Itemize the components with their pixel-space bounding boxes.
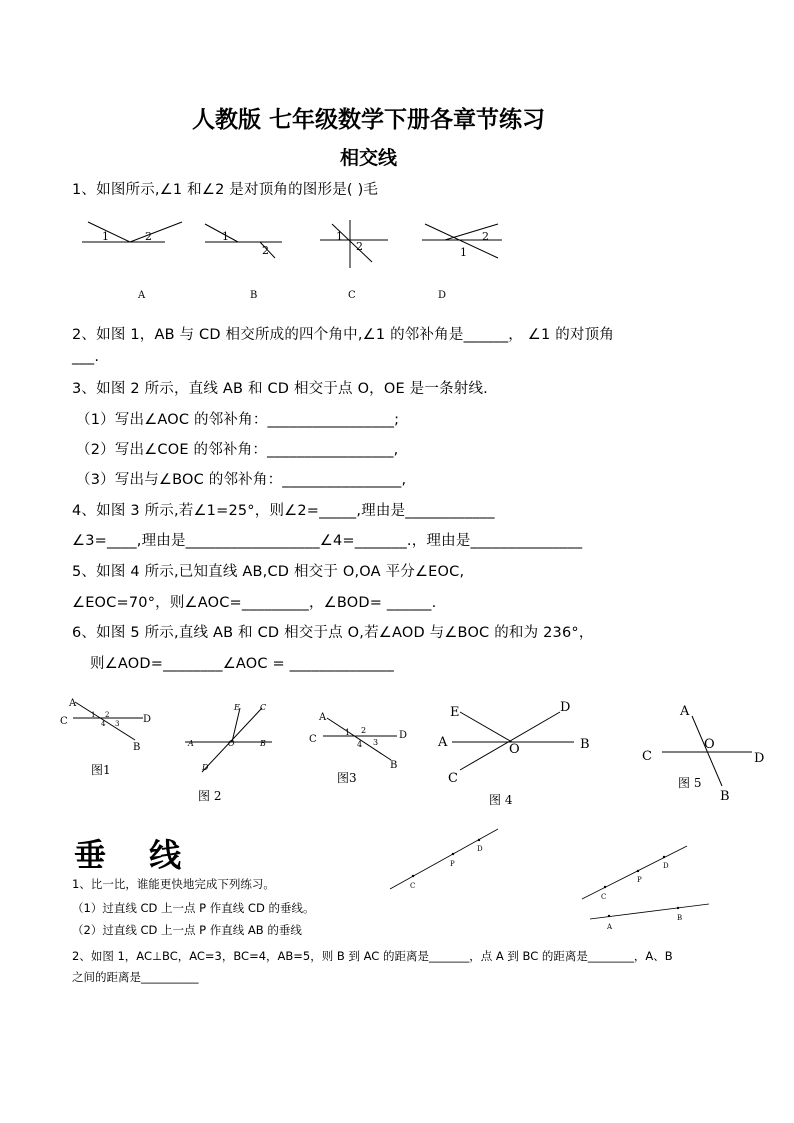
question-1: 1、如图所示,∠1 和∠2 是对顶角的图形是( )毛 (72, 182, 379, 198)
fig1-angle-2: 2 (105, 711, 110, 719)
question-5-line2: ∠EOC=70°，则∠AOC=_________，∠BOD= ______. (72, 595, 437, 611)
fig5-point-a: A (680, 704, 690, 719)
fig3-point-c: C (309, 734, 317, 745)
fig1-point-c: C (60, 716, 68, 727)
line3-point-a: A (607, 923, 613, 931)
figure-4 (432, 696, 602, 811)
fig2-point-e: E (234, 703, 240, 712)
question-2-line2: ___. (72, 349, 100, 365)
fig5-point-c: C (642, 749, 652, 764)
perp-question-1a: （1）过直线 CD 上一点 P 作直线 CD 的垂线。 (72, 901, 315, 915)
line1-point-d: D (477, 845, 483, 853)
q1a-angle-2: 2 (145, 230, 152, 243)
q1b-angle-1: 1 (222, 230, 229, 243)
fig2-point-a: A (188, 739, 194, 748)
q1d-angle-1: 1 (460, 246, 467, 259)
line2-point-d: D (663, 862, 669, 870)
fig4-point-c: C (448, 771, 458, 786)
fig5-point-b: B (720, 789, 730, 804)
fig3-point-d: D (399, 730, 408, 741)
fig3-angle-2: 2 (361, 726, 367, 735)
line2-point-p: P (637, 876, 642, 884)
fig4-caption: 图 4 (489, 793, 513, 807)
q1c-angle-1: 1 (336, 230, 343, 243)
question-3-part3: （3）写出与∠BOC 的邻补角：________________, (76, 472, 407, 488)
option-label-c: C (348, 290, 356, 301)
fig3-point-b: B (390, 760, 398, 771)
perp-question-1b: （2）过直线 CD 上一点 P 作直线 AB 的垂线 (72, 923, 302, 937)
fig2-point-b: B (260, 739, 266, 748)
line1-point-c: C (410, 882, 416, 890)
question-6-line1: 6、如图 5 所示,直线 AB 和 CD 相交于点 O,若∠AOD 与∠BOC 的和为 236°， (72, 625, 594, 641)
question-3: 3、如图 2 所示，直线 AB 和 CD 相交于点 O，OE 是一条射线. (72, 381, 488, 397)
fig2-caption: 图 2 (198, 789, 222, 803)
perp-question-2-line2: 之间的距离是__________ (72, 970, 199, 984)
fig5-caption: 图 5 (678, 776, 702, 790)
fig3-point-a: A (319, 712, 327, 723)
perp-question-2-line1: 2、如图 1，AC⊥BC，AC=3，BC=4，AB=5，则 B 到 AC 的距离是_______，点 A 到 BC 的距离是________，A、B (72, 949, 673, 963)
fig4-point-o: O (509, 742, 520, 757)
q1-option-figures (70, 210, 530, 310)
option-label-a: A (138, 290, 146, 301)
q1b-angle-2: 2 (262, 244, 269, 257)
figure-3 (305, 700, 415, 790)
fig4-point-d: D (560, 700, 571, 715)
question-4-line2: ∠3=____,理由是__________________∠4=_______.，理由是_______________ (72, 533, 583, 549)
fig1-angle-1: 1 (91, 711, 96, 719)
question-3-part1: （1）写出∠AOC 的邻补角：_________________; (76, 412, 400, 428)
fig3-angle-3: 3 (373, 738, 379, 747)
fig2-point-d: D (202, 763, 209, 772)
q1c-angle-2: 2 (356, 240, 363, 253)
question-4-line1: 4、如图 3 所示,若∠1=25°，则∠2=_____,理由是____________ (72, 503, 495, 519)
fig1-point-a: A (69, 698, 77, 709)
question-3-part2: （2）写出∠COE 的邻补角：_________________, (76, 442, 399, 458)
section-heading-perpendicular: 垂 线 (74, 836, 198, 874)
fig2-point-c: C (260, 703, 267, 712)
fig3-angle-1: 1 (345, 728, 351, 737)
q1d-angle-2: 2 (482, 230, 489, 243)
fig2-point-o: O (228, 739, 235, 748)
fig1-caption: 图1 (91, 763, 111, 777)
fig1-angle-4: 4 (101, 720, 106, 728)
fig1-angle-3: 3 (115, 720, 120, 728)
section-heading-intersecting-lines: 相交线 (340, 147, 398, 169)
question-6-line2: 则∠AOD=________∠AOC = ______________ (90, 656, 394, 672)
option-label-d: D (438, 290, 447, 301)
fig1-point-d: D (143, 714, 152, 725)
perpendicular-line-figures (385, 825, 725, 940)
question-2-line1: 2、如图 1，AB 与 CD 相交所成的四个角中,∠1 的邻补角是______， ∠1 的对顶角 (72, 327, 615, 343)
q1a-angle-1: 1 (102, 230, 109, 243)
line2-point-c: C (601, 893, 607, 901)
figure-2 (180, 700, 280, 810)
question-5-line1: 5、如图 4 所示,已知直线 AB,CD 相交于 O,OA 平分∠EOC, (72, 564, 465, 580)
figure-5 (636, 700, 776, 808)
fig3-angle-4: 4 (357, 740, 363, 749)
figure-1 (55, 692, 165, 782)
fig5-point-o: O (704, 737, 715, 752)
option-label-b: B (250, 290, 258, 301)
fig3-caption: 图3 (337, 771, 357, 785)
line3-point-b: B (677, 914, 683, 922)
perp-question-1: 1、比一比，谁能更快地完成下列练习。 (72, 877, 275, 891)
fig5-point-d: D (754, 751, 765, 766)
fig4-point-b: B (580, 737, 590, 752)
line1-point-p: P (450, 860, 455, 868)
fig4-point-e: E (450, 705, 460, 720)
page-title: 人教版 七年级数学下册各章节练习 (192, 106, 546, 133)
fig1-point-b: B (133, 742, 141, 753)
fig4-point-a: A (438, 735, 448, 750)
